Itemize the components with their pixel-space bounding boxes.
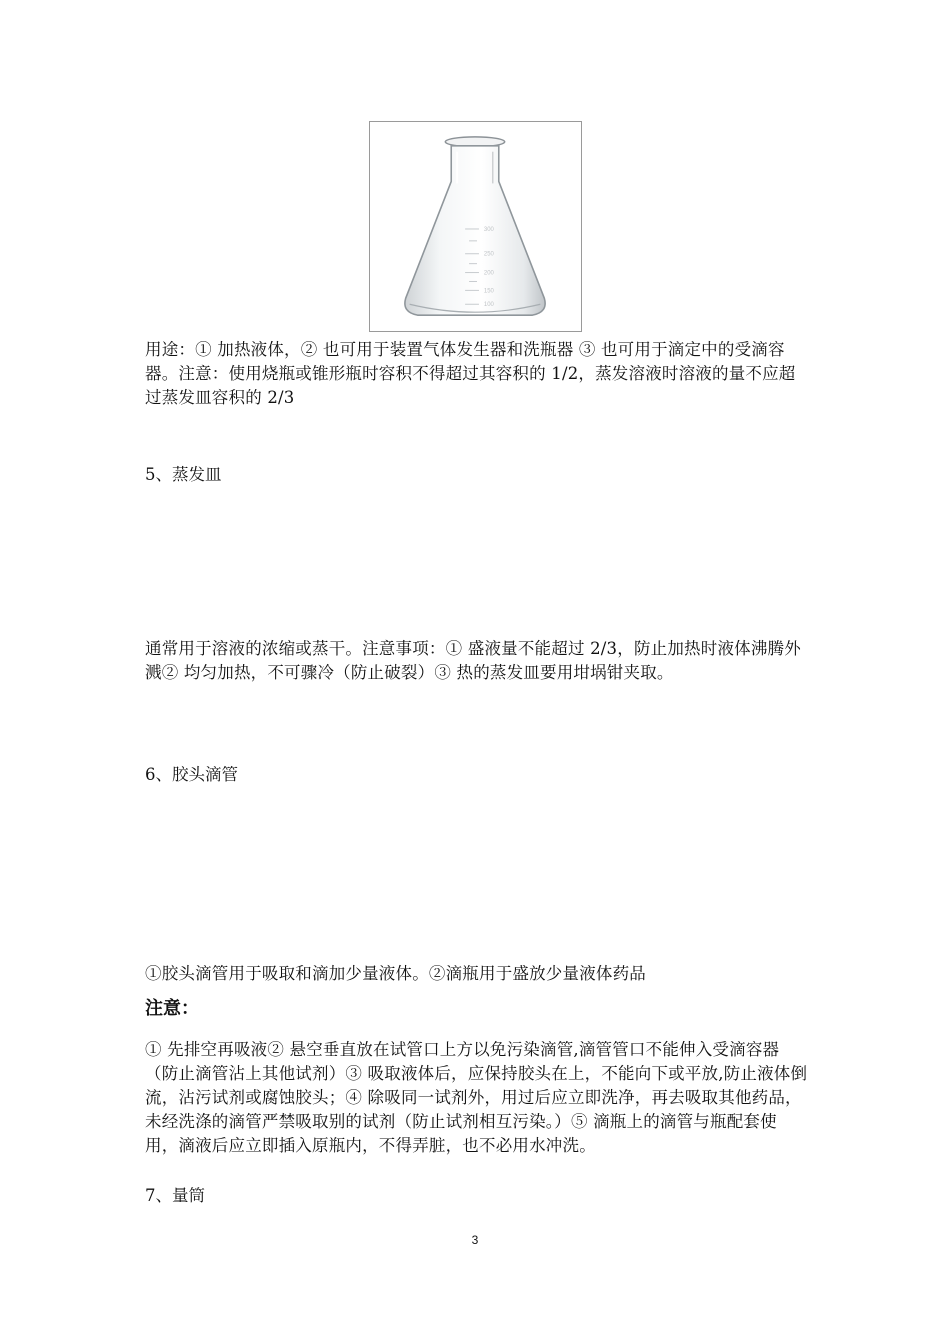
svg-text:300: 300 <box>483 226 494 233</box>
page-number: 3 <box>471 1233 479 1247</box>
note-text: ① 先排空再吸液② 悬空垂直放在试管口上方以免污染滴管,滴管管口不能伸入受滴容器（防止滴管沾上其他试剂）③ 吸取液体后，应保持胶头在上，不能向下或平放,防止液体倒流，沾污试剂或腐蚀胶头；④ 除吸同一试剂外，用过后应立即洗净，再去吸取其他药品，未经洗涤的滴管严禁吸取别的试剂（防止试剂相互污染。）⑤ 滴瓶上的滴管与瓶配套使用，滴液后应立即插入原瓶内，不得弄脏，也不必用水冲洗。 <box>145 1040 808 1155</box>
svg-text:250: 250 <box>483 251 494 258</box>
section-5-text: 通常用于溶液的浓缩或蒸干。注意事项：① 盛液量不能超过 2/3，防止加热时液体沸腾外溅② 均匀加热，不可骤冷（防止破裂）③ 热的蒸发皿要用坩埚钳夹取。 <box>145 639 801 682</box>
erlenmeyer-flask-icon <box>370 122 581 331</box>
section-7-title: 7、量筒 <box>145 1186 205 1205</box>
svg-text:150: 150 <box>483 288 494 295</box>
section-6-title: 6、胶头滴管 <box>145 765 238 784</box>
section-5-title: 5、蒸发皿 <box>145 465 222 484</box>
svg-text:100: 100 <box>483 302 494 309</box>
section-6-text: ①胶头滴管用于吸取和滴加少量液体。②滴瓶用于盛放少量液体药品 <box>145 964 646 983</box>
flask-usage-text: 用途：① 加热液体，② 也可用于装置气体发生器和洗瓶器 ③ 也可用于滴定中的受滴容器。注意：使用烧瓶或锥形瓶时容积不得超过其容积的 1/2，蒸发溶液时溶液的量不应超过蒸发皿容积的 2/3 <box>145 340 796 407</box>
note-label: 注意： <box>145 998 199 1019</box>
svg-text:200: 200 <box>483 270 494 277</box>
erlenmeyer-flask-image <box>369 121 582 332</box>
